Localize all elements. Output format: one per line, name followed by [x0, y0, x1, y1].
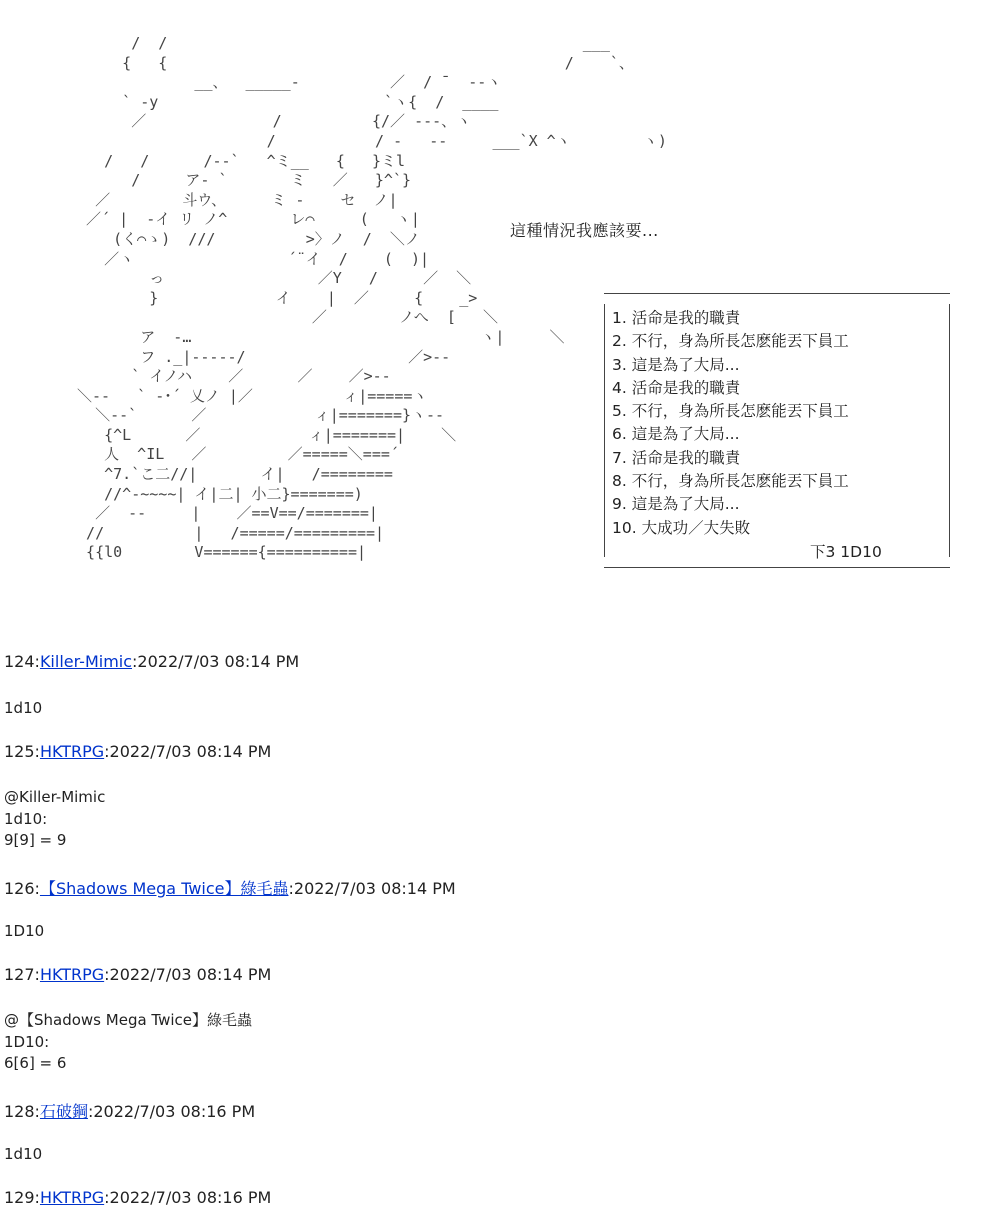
post-line: 1d10 — [4, 1145, 43, 1163]
post-time: 2022/7/03 08:14 PM — [137, 652, 300, 671]
post-number: 127 — [4, 965, 35, 984]
post-time: 2022/7/03 08:14 PM — [109, 742, 272, 761]
choice-item: 3. 這是為了大局... — [612, 355, 740, 374]
post-author-link[interactable]: Killer-Mimic — [39, 652, 133, 671]
post-line: 1d10 — [4, 699, 43, 717]
post-header: 125:HKTRPG:2022/7/03 08:14 PM — [4, 742, 272, 761]
choice-item: 6. 這是為了大局... — [612, 425, 740, 444]
choice-item: 9. 這是為了大局... — [612, 495, 740, 514]
post-author-link[interactable]: 石破鋼 — [39, 1102, 88, 1121]
choice-box — [604, 293, 950, 568]
post-line: 9[9] = 9 — [4, 831, 67, 849]
post-author-link[interactable]: HKTRPG — [39, 965, 105, 984]
post-line: 6[6] = 6 — [4, 1054, 67, 1072]
post-number: 129 — [4, 1188, 35, 1207]
post-time: 2022/7/03 08:16 PM — [109, 1188, 272, 1207]
post-body — [4, 1010, 252, 1075]
choice-item: 4. 活命是我的職責 — [612, 378, 741, 397]
post-author-link[interactable]: HKTRPG — [39, 1188, 105, 1207]
post-author-link[interactable]: 【Shadows Mega Twice】綠毛蟲 — [39, 879, 289, 898]
choice-item: 8. 不行，身為所長怎麽能丟下員工 — [612, 472, 849, 491]
post-line: 1D10 — [4, 922, 45, 940]
choice-footer: 下3 1D10 — [810, 543, 882, 561]
post-time: 2022/7/03 08:16 PM — [93, 1102, 256, 1121]
choice-item: 1. 活命是我的職責 — [612, 309, 741, 327]
post-body — [4, 921, 44, 943]
post-body — [4, 698, 42, 720]
post-number: 128 — [4, 1102, 35, 1121]
ascii-art: / / ___ { { / `、 __、 _____- ／ / ̄ ‐‐ヽ ` ‐y `ヽ{ / ____ ／ / {/／ ‐‐‐、ヽ / / ‐ ‐‐ ___`X ^ヽ ヽ) / / /‐‐` ^ミ__ { }ミl / ア‐ ` ミ ／ }^`} ／ 斗ウ、 ミ ‐ セ ノ| ／´ | ‐イ リ ノ^ レ⌒ ( ヽ| (く⌒ゝ) /// >〉ノ / ＼ノ ／ヽ ´¨イ / ( )| っ ／Y / ／ ＼ } イ | ／ { _> ／ ノへ [ ＼ ア ‐… ヽ| ＼ フ ._|‐‐‐‐‐/ ／>‐‐ ` イノハ ／ ／ ／>‐- ＼‐‐ ` ‐･´ 乂ノ |／ ィ|=====ヽ ＼‐‐` ／ ィ|=======}ヽ‐‐ {^L ／ ィ|=======| ＼ 人 ^IL ／ ／=====＼===´ ^7.`こ二//| イ| /======== //^‐~~~~| イ|二| 小二}=======) ／ ‐‐ | ／==V==/=======| // | /=====/=========| {{l0 V======{==========| — [77, 34, 667, 562]
post-line: 1d10: — [4, 809, 48, 828]
choice-item: 5. 不行，身為所長怎麽能丟下員工 — [612, 402, 849, 421]
post-line: @【Shadows Mega Twice】綠毛蟲 — [4, 1011, 253, 1029]
choice-item: 10. 大成功／大失敗 — [612, 518, 751, 537]
post-header: 126:【Shadows Mega Twice】綠毛蟲:2022/7/03 08:14 PM — [4, 879, 456, 898]
choice-item: 7. 活命是我的職責 — [612, 448, 741, 467]
post-time: 2022/7/03 08:14 PM — [293, 879, 456, 898]
post-number: 125 — [4, 742, 35, 761]
post-header: 127:HKTRPG:2022/7/03 08:14 PM — [4, 965, 272, 984]
post-number: 124 — [4, 652, 35, 671]
post-header: 129:HKTRPG:2022/7/03 08:16 PM — [4, 1188, 272, 1207]
narration-text: 這種情況我應該要... — [510, 221, 659, 240]
post-number: 126 — [4, 879, 35, 898]
choice-item: 2. 不行，身為所長怎麽能丟下員工 — [612, 332, 849, 351]
post-time: 2022/7/03 08:14 PM — [109, 965, 272, 984]
post-author-link[interactable]: HKTRPG — [39, 742, 105, 761]
post-header: 124:Killer-Mimic:2022/7/03 08:14 PM — [4, 652, 300, 671]
post-header: 128:石破鋼:2022/7/03 08:16 PM — [4, 1102, 256, 1121]
post-body — [4, 787, 105, 852]
post-line: @Killer-Mimic — [4, 788, 106, 806]
choice-list — [612, 307, 849, 540]
post-line: 1D10: — [4, 1032, 50, 1051]
post-body — [4, 1144, 42, 1166]
